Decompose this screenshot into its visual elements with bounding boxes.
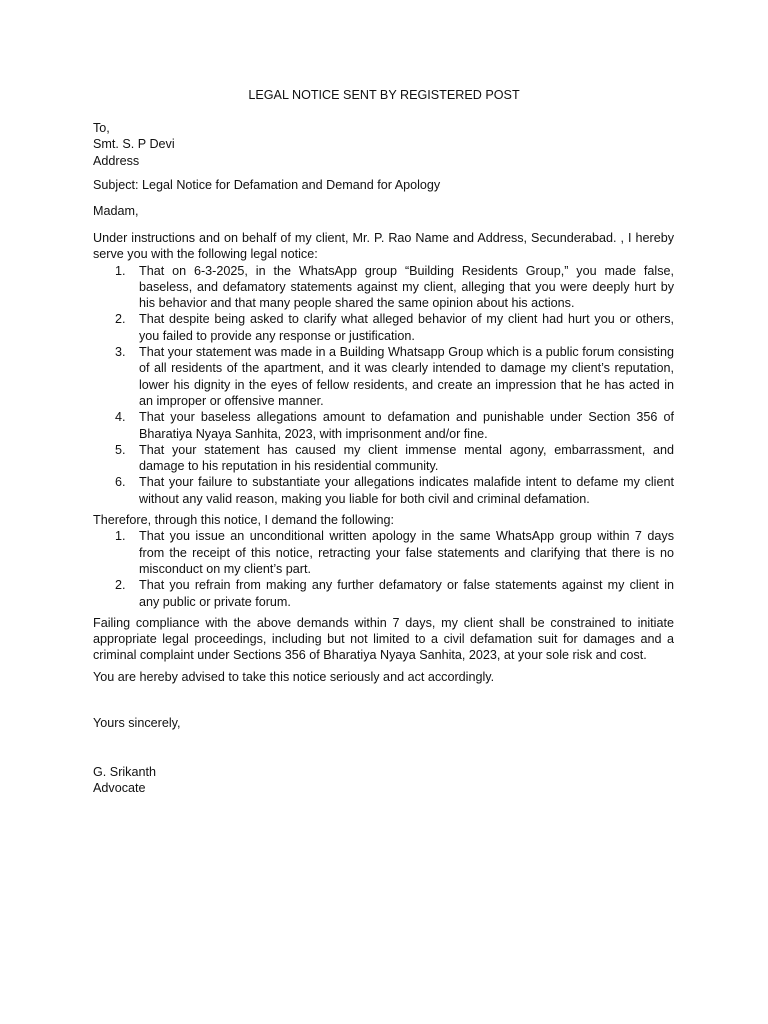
list-item-text: That your baseless allegations amount to defamation and punishable under Section 356 of Bharatiya Nyaya Sanhita, 2023, with imprisonment and/or fine. — [139, 410, 674, 441]
subject-line: Subject: Legal Notice for Defamation and Demand for Apology — [93, 178, 441, 192]
list-item — [93, 442, 674, 475]
signer-name: G. Srikanth — [93, 765, 156, 779]
list-number: 6. — [115, 475, 126, 490]
notice-points-list — [93, 263, 674, 507]
recipient-address: Address — [93, 153, 140, 168]
list-number: 1. — [115, 263, 126, 278]
list-item-text: That your statement was made in a Building Whatsapp Group which is a public forum consisting of all residents of the apartment, and it was clearly intended to damage my client’s reputation, lower his dignity in the eyes of fellow residents, and create an impression that he has acted in an improper or offensive manner. — [139, 345, 674, 408]
list-item-text: That on 6-3-2025, in the WhatsApp group “Building Residents Group,” you made false, baseless, and defamatory statements against my client, alleging that you were deeply hurt by his behavior and that many people shared the same opinion about his actions. — [139, 263, 674, 311]
advice-paragraph: You are hereby advised to take this notice seriously and act accordingly. — [93, 669, 495, 684]
recipient-to: To, — [93, 121, 110, 135]
list-item-text: That your failure to substantiate your allegations indicates malafide intent to defame my client without any valid reason, making you liable for both civil and criminal defamation. — [139, 475, 674, 506]
list-item-text: That despite being asked to clarify what alleged behavior of my client had hurt you or others, you failed to provide any response or justification. — [139, 312, 674, 343]
notice-body — [93, 230, 674, 685]
list-item — [93, 528, 674, 577]
list-item — [93, 311, 674, 344]
signature-block — [93, 764, 156, 797]
consequence-paragraph: Failing compliance with the above demands within 7 days, my client shall be constrained to initiate appropriate legal proceedings, including but not limited to a civil defamation suit for damages and a criminal complaint under Sections 356 of Bharatiya Nyaya Sanhita, 2023, at your sole risk and cost. — [93, 615, 674, 663]
list-number: 3. — [115, 345, 126, 360]
list-item — [93, 577, 674, 610]
list-item — [93, 474, 674, 507]
list-number: 2. — [115, 312, 126, 327]
demand-intro: Therefore, through this notice, I demand the following: — [93, 513, 395, 528]
list-item-text: That you refrain from making any further defamatory or false statements against my client in any public or private forum. — [139, 578, 674, 609]
list-item — [93, 263, 674, 312]
list-number: 5. — [115, 442, 126, 457]
list-item — [93, 344, 674, 409]
demands-list — [93, 528, 674, 609]
intro-paragraph: Under instructions and on behalf of my client, Mr. P. Rao Name and Address, Secunderabad. , I hereby serve you with the following legal notice: — [93, 231, 674, 262]
signer-title: Advocate — [93, 781, 146, 796]
list-item-text: That you issue an unconditional written apology in the same WhatsApp group within 7 days from the receipt of this notice, retracting your false statements and clarifying that there is no misconduct on my client’s part. — [139, 529, 674, 576]
closing-line: Yours sincerely, — [93, 716, 181, 730]
list-item-text: That your statement has caused my client immense mental agony, embarrassment, and damage to his reputation in his residential community. — [139, 442, 674, 474]
recipient-name: Smt. S. P Devi — [93, 137, 175, 152]
list-number: 2. — [115, 578, 126, 593]
recipient-block — [93, 120, 175, 169]
list-number: 1. — [115, 529, 126, 544]
document-heading: LEGAL NOTICE SENT BY REGISTERED POST — [248, 88, 520, 102]
list-number: 4. — [115, 410, 126, 425]
list-item — [93, 409, 674, 442]
salutation: Madam, — [93, 204, 139, 218]
